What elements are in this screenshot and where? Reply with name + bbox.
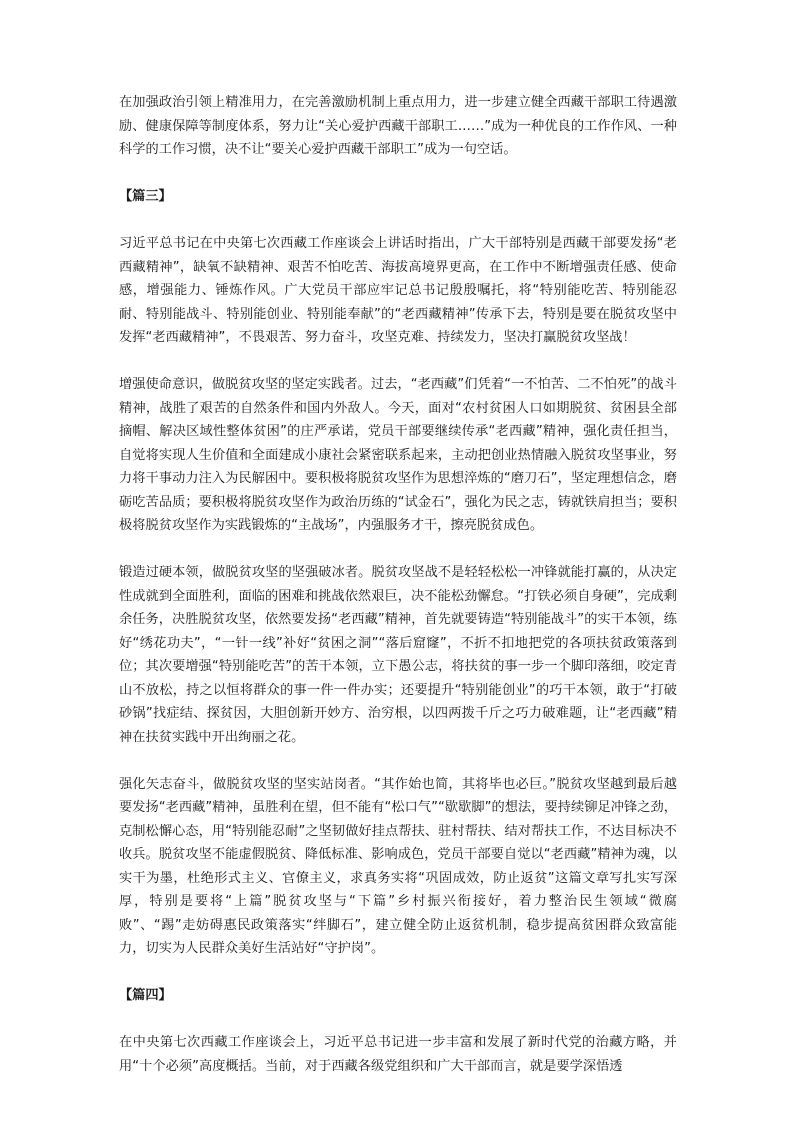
paragraph-struggle: 强化矢志奋斗，做脱贫攻坚的坚实站岗者。“其作始也简，其将毕也必巨。”脱贫攻坚越到最后越要发扬“老西藏”精神，虽胜利在望，但不能有“松口气”“歇歇脚”的想法，要持续铆足冲锋之劲，克制松懈心态，用“特别能忍耐”之坚韧做好挂点帮扶、驻村帮扶、结对帮扶工作，不达目标决不收兵。脱贫攻坚不能虚假脱贫、降低标准、影响成色，党员干部要自觉以“老西藏”精神为魂，以实干为墨，杜绝形式主义、官僚主义，求真务实将“巩固成效，防止返贫”这篇文章写扎实写深厚，特别是要将“上篇”脱贫攻坚与“下篇”乡村振兴衔接好，着力整治民生领域“微腐败”、“踢”走妨碍惠民政策落实“绊脚石”，建立健全防止返贫机制，稳步提高贫困群众致富能力，切实为人民群众美好生活站好“守护岗”。	[119, 776, 677, 956]
paragraph-skills: 锻造过硬本领，做脱贫攻坚的坚强破冰者。脱贫攻坚战不是轻轻松松一冲锋就能打赢的，从决定性成就到全面胜利，面临的困难和挑战依然艰巨，决不能松劲懈怠。“打铁必须自身硬”，完成剩余任务，决胜脱贫攻坚，依然要发扬“老西藏”精神，首先就要铸造“特别能战斗”的实干本领，练好“绣花功夫”，“一针一线”补好“贫困之洞”“落后窟窿”，不折不扣地把党的各项扶贫政策落到位；其次要增强“特别能吃苦”的苦干本领，立下愚公志，将扶贫的事一步一个脚印落细，咬定青山不放松，持之以恒将群众的事一件一件办实；还要提升“特别能创业”的巧干本领，敢于“打破砂锅”找症结、探贫因，大胆创新开妙方、治穷根，以四两拨千斤之巧力破难题，让“老西藏”精神在扶贫实践中开出绚丽之花。	[119, 565, 677, 745]
document-body	[119, 91, 677, 1078]
paragraph-section3-intro: 习近平总书记在中央第七次西藏工作座谈会上讲话时指出，广大干部特别是西藏干部要发扬“老西藏精神”，缺氧不缺精神、艰苦不怕吃苦、海拔高境界更高，在工作中不断增强责任感、使命感，增强能力、锤炼作风。广大党员干部应牢记总书记殷殷嘱托，将“特别能吃苦、特别能忍耐、特别能战斗、特别能创业、特别能奉献”的“老西藏精神”传承下去，特别是要在脱贫攻坚中发挥“老西藏精神”，不畏艰苦、努力奋斗，攻坚克难、持续发力，坚决打赢脱贫攻坚战！	[119, 236, 677, 345]
paragraph-intro: 在加强政治引领上精准用力，在完善激励机制上重点用力，进一步建立健全西藏干部职工待遇激励、健康保障等制度体系，努力让“关心爱护西藏干部职工……”成为一种优良的工作作风、一种科学的工作习惯，决不让“要关心爱护西藏干部职工”成为一句空话。	[119, 95, 677, 157]
paragraph-section4-intro: 在中央第七次西藏工作座谈会上，习近平总书记进一步丰富和发展了新时代党的治藏方略，并用“十个必须”高度概括。当前，对于西藏各级党组织和广大干部而言，就是要学深悟透	[119, 1035, 677, 1074]
section-heading-3: 【篇三】	[119, 189, 172, 204]
section-heading-4: 【篇四】	[119, 988, 172, 1003]
paragraph-mission: 增强使命意识，做脱贫攻坚的坚定实践者。过去，“老西藏”们凭着“一不怕苦、二不怕死”的战斗精神，战胜了艰苦的自然条件和国内外敌人。今天，面对“农村贫困人口如期脱贫、贫困县全部摘帽、解决区域性整体贫困”的庄严承诺，党员干部要继续传承“老西藏”精神，强化责任担当，自觉将实现人生价值和全面建成小康社会紧密联系起来，主动把创业热情融入脱贫攻坚事业，努力将干事动力注入为民解困中。要积极将脱贫攻坚作为思想淬炼的“磨刀石”，坚定理想信念，磨砺吃苦品质；要积极将脱贫攻坚作为政治历练的“试金石”，强化为民之志，铸就铁肩担当；要积极将脱贫攻坚作为实践锻炼的“主战场”，内强服务才干，擦亮脱贫成色。	[119, 377, 677, 533]
